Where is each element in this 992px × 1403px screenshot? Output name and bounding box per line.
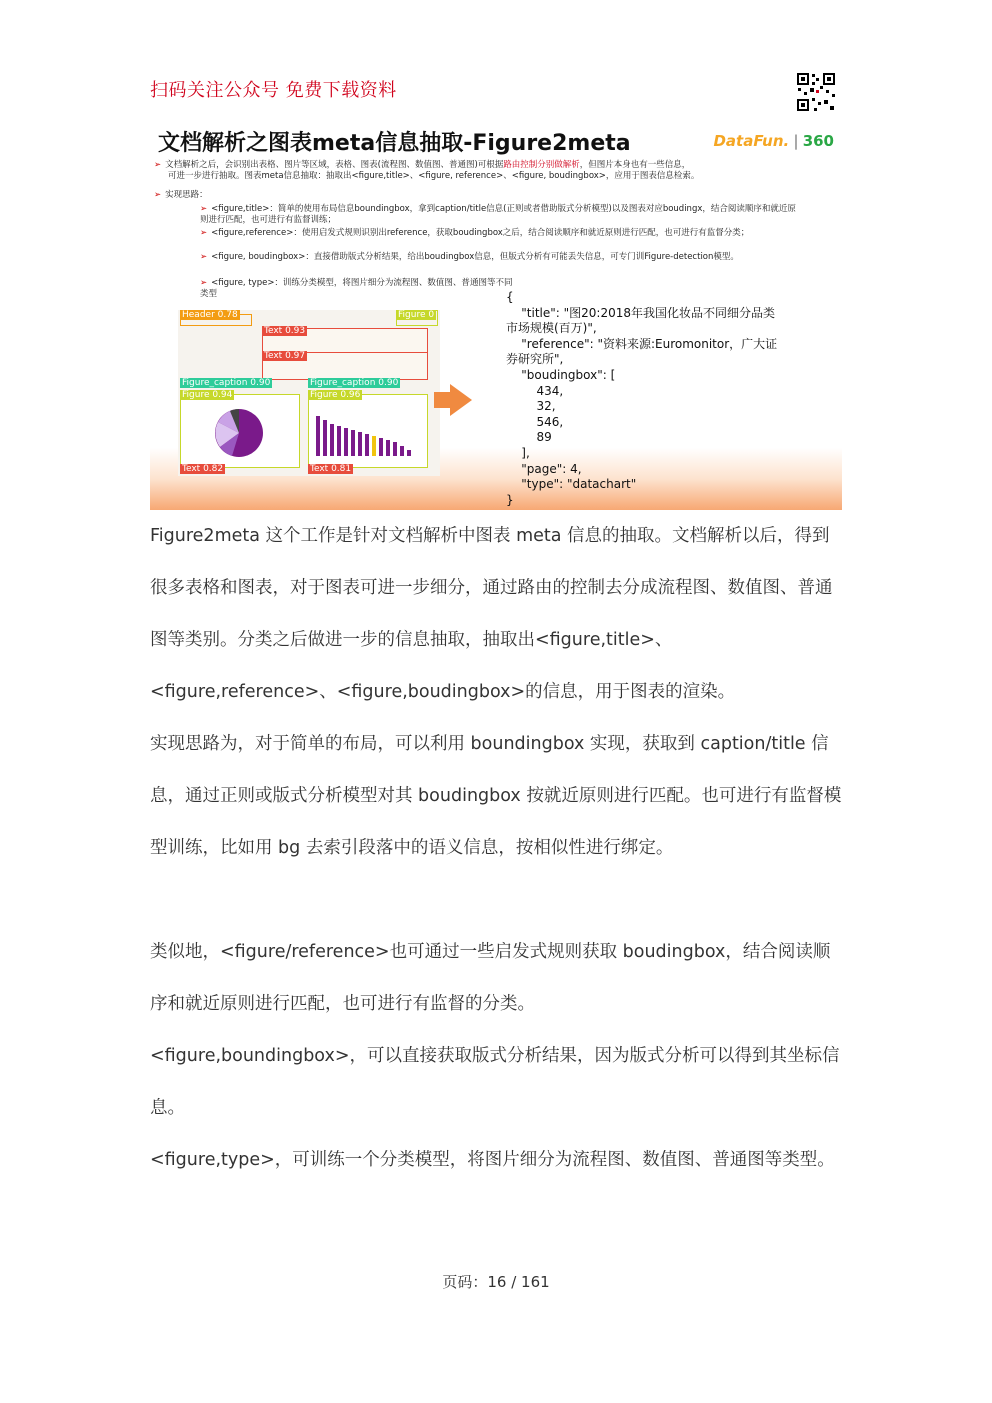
detect-label: Figure 0 [398, 310, 435, 320]
slide-title: 文档解析之图表meta信息抽取-Figure2meta [158, 131, 631, 156]
slide-sub-2: ➢ <figure,reference>：使用启发式规则识别出reference，获取boudingbox之后，结合阅读顺序和就近原则进行匹配，也可进行有监督分类； [200, 228, 750, 238]
slide-image [150, 120, 842, 510]
json-line: "title": "图20:2018年我国化妆品不同细分品类 [506, 305, 775, 320]
datafun-logo: DataFun. [713, 132, 790, 150]
json-line: "boudingbox": [ [506, 367, 616, 382]
json-line: "type": "datachart" [506, 477, 637, 492]
json-line: } [506, 492, 514, 507]
paragraph-2: 实现思路为，对于简单的布局，可以利用 boundingbox 实现，获取到 caption/title 信息，通过正则或版式分析模型对其 boudingbox 按就近原则进行匹配。也可进行有监督模型训练，比如用 bg 去索引段落中的语义信息，按相似性进行绑定。 [150, 734, 842, 858]
layout-detection-image [178, 310, 440, 476]
paragraph-3: 类似地，<figure/reference>也可通过一些启发式规则获取 boudingbox，结合阅读顺序和就近原则进行匹配，也可进行有监督的分类。 [150, 942, 831, 1014]
bar-thumbnail [314, 406, 420, 458]
slide-sub-1: ➢ <figure,title>：简单的使用布局信息boundingbox，拿到caption/title信息(正则或者借助版式分析模型)以及图表对应boudingx，结合阅读顺序和就近原则进行匹配，也可进行有监督训练； [200, 204, 796, 225]
json-line: 434, [506, 383, 564, 398]
paragraph-4: <figure,boundingbox>，可以直接获取版式分析结果，因为版式分析可以得到其坐标信息。 [150, 1046, 840, 1118]
detect-label: Figure_caption 0.90 [310, 378, 399, 388]
json-line: { [506, 290, 514, 304]
logo-360: 360 [802, 132, 834, 150]
slide-bullet-1: ➢ 文档解析之后，会识别出表格、图片等区域，表格、图表(流程图、数值图、普通图)可根据路由控制分别做解析，但图片本身也有一些信息， 可进一步进行抽取。图表meta信息抽取：抽取出<figure,title>、<figure, reference>、<figure, boudingbox>，应用于图表信息检索。 [154, 160, 700, 181]
json-line: "reference": "资料来源:Euromonitor，广大证 [506, 336, 778, 351]
pie-thumbnail [210, 408, 268, 458]
slide-bullet-2: ➢ 实现思路： [154, 190, 208, 200]
slide-sub-4: ➢ <figure, type>：训练分类模型，将图片细分为流程图、数值图、普通图等不同类型 [200, 278, 513, 299]
detect-label: Header 0.78 [182, 310, 238, 320]
json-output [506, 290, 777, 508]
json-line: 89 [506, 430, 552, 445]
detect-label: Text 0.82 [182, 464, 224, 474]
detect-label: Text 0.81 [310, 464, 352, 474]
detect-label: Text 0.93 [264, 326, 306, 336]
json-line: 市场规模(百万)", [506, 321, 597, 336]
json-line: ], [506, 445, 530, 460]
json-line: 32, [506, 399, 556, 414]
detect-label: Figure 0.94 [182, 390, 233, 400]
page-number: 页码：16 / 161 [442, 1273, 550, 1291]
paragraph-1: Figure2meta 这个工作是针对文档解析中图表 meta 信息的抽取。文档解析以后，得到很多表格和图表，对于图表可进一步细分，通过路由的控制去分成流程图、数值图、普通图等类别。分类之后做进一步的信息抽取，抽取出<figure,title>、<figure,reference>、<figure,boudingbox>的信息，用于图表的渲染。 [150, 526, 833, 702]
paragraph-5: <figure,type>，可训练一个分类模型，将图片细分为流程图、数值图、普通图等类型。 [150, 1150, 835, 1170]
arrow-head-icon [450, 384, 472, 416]
detect-label: Figure 0.96 [310, 390, 361, 400]
qr-code-icon [796, 72, 836, 112]
promo-banner: 扫码关注公众号 免费下载资料 [150, 80, 397, 101]
detect-label: Figure_caption 0.90 [182, 378, 271, 388]
json-line: 546, [506, 414, 564, 429]
slide-sub-3: ➢ <figure, boudingbox>：直接借助版式分析结果，给出boudingbox信息，但版式分析有可能丢失信息，可专门训Figure-detection模型。 [200, 252, 739, 262]
detect-label: Text 0.97 [264, 351, 306, 361]
slide-logo: DataFun. | 360 [713, 132, 834, 150]
json-line: 券研究所", [506, 352, 564, 367]
json-line: "page": 4, [506, 461, 582, 476]
